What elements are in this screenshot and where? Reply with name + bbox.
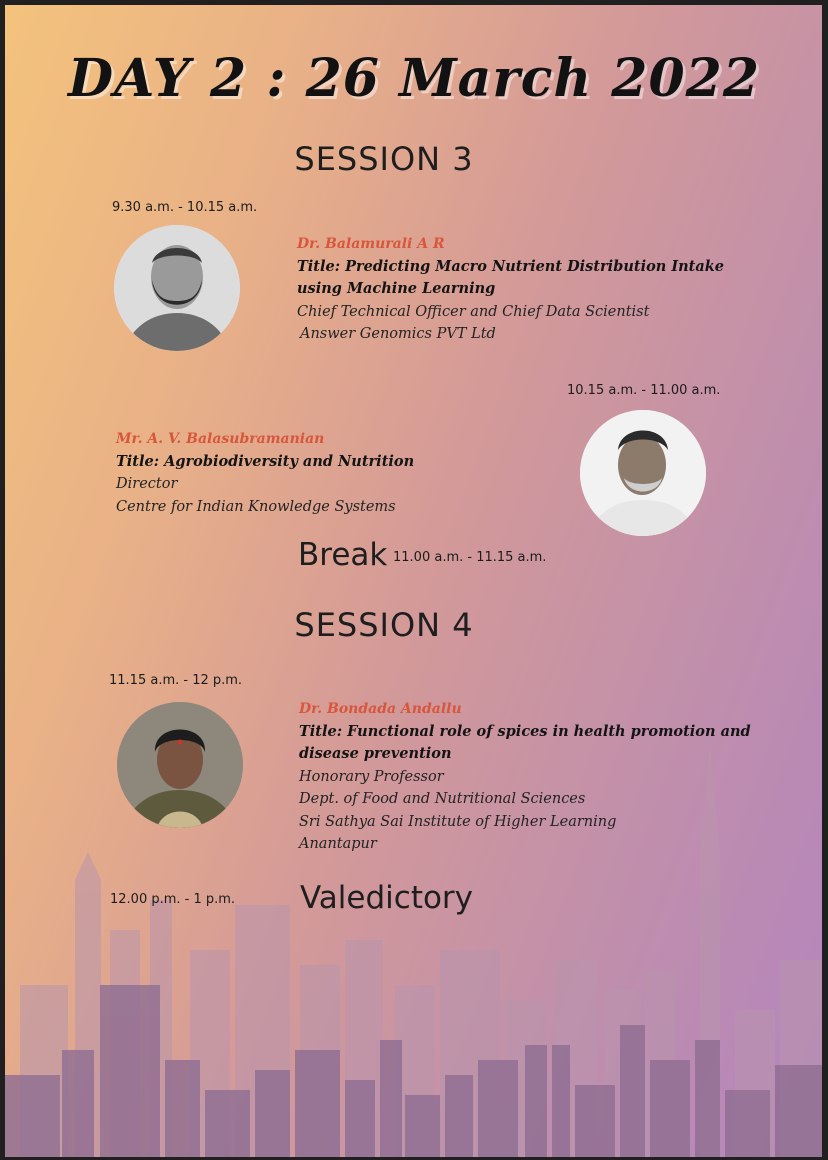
talk-3-time: 11.15 a.m. - 12 p.m.: [109, 673, 243, 688]
speaker-1-name: Dr. Balamurali A R: [297, 236, 445, 252]
speaker-3-photo: [117, 702, 243, 828]
break-time: 11.00 a.m. - 11.15 a.m.: [393, 550, 547, 565]
day-title: DAY 2 : 26 March 2022: [67, 48, 761, 109]
frame-border-top: [0, 0, 828, 5]
valedictory-time: 12.00 p.m. - 1 p.m.: [110, 892, 236, 907]
speaker-3-talk-title-line-2: disease prevention: [299, 745, 452, 762]
speaker-1-info: [297, 233, 724, 346]
valedictory-label: Valedictory: [300, 880, 474, 916]
speaker-3-location: Anantapur: [299, 836, 377, 852]
speaker-3-organization: Sri Sathya Sai Institute of Higher Learning: [299, 813, 617, 830]
speaker-2-info: [116, 428, 414, 518]
speaker-3-info: [299, 698, 751, 856]
speaker-2-organization: Centre for Indian Knowledge Systems: [116, 498, 396, 515]
session-4-title: SESSION 4: [294, 606, 474, 644]
speaker-3-name: Dr. Bondada Andallu: [299, 701, 462, 717]
speaker-1-photo: [114, 225, 240, 351]
speaker-2-photo: [580, 410, 706, 536]
speaker-3-role: Honorary Professor: [299, 768, 444, 785]
talk-1-time: 9.30 a.m. - 10.15 a.m.: [112, 200, 258, 215]
speaker-1-talk-title-line-1: Title: Predicting Macro Nutrient Distribution Intake: [297, 257, 725, 275]
speaker-1-role: Chief Technical Officer and Chief Data Scientist: [297, 303, 650, 320]
speaker-3-department: Dept. of Food and Nutritional Sciences: [299, 791, 586, 807]
speaker-2-name: Mr. A. V. Balasubramanian: [116, 431, 325, 447]
session-3-title: SESSION 3: [294, 140, 474, 178]
speaker-3-talk-title-line-1: Title: Functional role of spices in health promotion and: [299, 722, 751, 740]
talk-2-time: 10.15 a.m. - 11.00 a.m.: [567, 383, 721, 398]
speaker-2-role: Director: [116, 476, 178, 492]
break-label: Break: [298, 537, 388, 573]
speaker-2-talk-title: Title: Agrobiodiversity and Nutrition: [116, 452, 415, 470]
speaker-1-organization: Answer Genomics PVT Ltd: [300, 326, 496, 342]
frame-border-right: [822, 0, 828, 1160]
speaker-1-talk-title-line-2: using Machine Learning: [297, 280, 496, 297]
